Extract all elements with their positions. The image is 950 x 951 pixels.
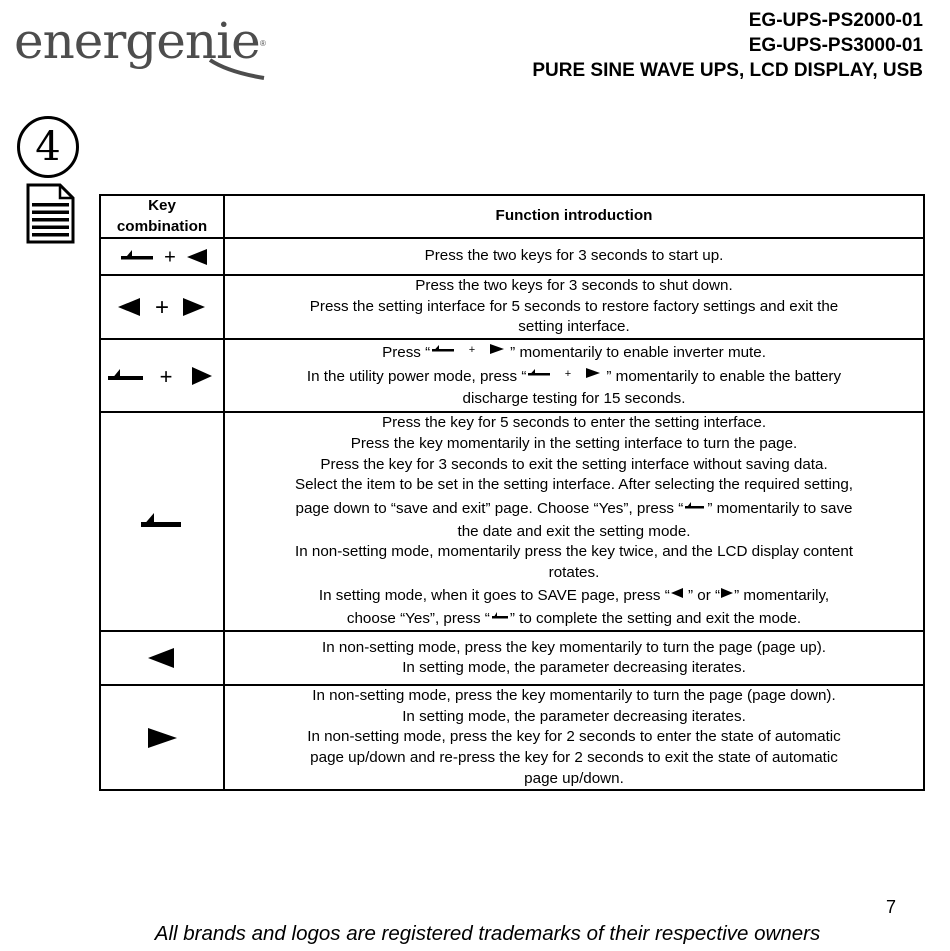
- key-enter: [100, 412, 224, 631]
- enter-inline-icon: [490, 611, 510, 621]
- table-row: [100, 412, 924, 631]
- enter-plus-right-inline-icon: [526, 367, 606, 379]
- logo-text: energenie: [14, 12, 260, 70]
- logo-reg-mark: ®: [260, 39, 266, 48]
- key-combo-enter-left: [100, 238, 224, 275]
- enter-plus-right-inline-icon: [430, 343, 510, 355]
- energenie-logo: [14, 8, 270, 82]
- header-function-introduction: Function introduction: [224, 195, 924, 238]
- page-number: 7: [885, 897, 896, 917]
- model-number-2: EG-UPS-PS3000-01: [748, 35, 923, 56]
- header-key-combination: Key combination: [100, 195, 224, 238]
- table-row: [100, 685, 924, 790]
- right-arrow-inline-icon: [720, 588, 734, 598]
- table-row: [100, 275, 924, 339]
- table-header-row: [100, 195, 924, 238]
- svg-text:+: +: [154, 294, 170, 321]
- table-row: [100, 238, 924, 275]
- enter-key-icon: [141, 513, 181, 527]
- function-cell: Press the two keys for 3 seconds to shut down. Press the setting interface for 5 seconds to restore factory settings and exit the setting interface.: [224, 275, 924, 339]
- key-left: [100, 631, 224, 685]
- document-icon: [26, 183, 76, 250]
- document-header: [532, 8, 923, 83]
- table-row: [100, 631, 924, 685]
- left-arrow-key-icon: [187, 249, 207, 265]
- svg-text:+: +: [159, 363, 173, 388]
- key-combo-enter-right: [100, 339, 224, 412]
- svg-text:+: +: [565, 368, 572, 380]
- function-cell: Press the two keys for 3 seconds to start up.: [224, 238, 924, 275]
- function-cell: Press “ + ” momentarily to enable inverter mute. In the utility power mode, press “ + ” momentarily to enable the battery discharge testing for 15 seconds.: [224, 339, 924, 412]
- table-row: [100, 339, 924, 412]
- left-arrow-key-icon: [118, 298, 140, 316]
- left-arrow-inline-icon: [670, 588, 684, 598]
- right-arrow-key-icon: [148, 728, 177, 748]
- svg-text:+: +: [164, 246, 176, 269]
- trademark-footer: All brands and logos are registered trademarks of their respective owners: [154, 922, 821, 945]
- enter-key-icon: [108, 369, 143, 380]
- left-arrow-key-icon: [148, 648, 174, 668]
- function-cell: Press the key for 5 seconds to enter the setting interface. Press the key momentarily in the setting interface to turn the page. Press the key for 3 seconds to exit the setting interface without saving data. Select the item to be set in the setting interface. After selecting the required setting, page down to “save and exit” page. Choose “Yes”, press “ ” momentarily to save the date and exit the setting mode. In non-setting mode, momentarily press the key twice, and the LCD display content rotates. In setting mode, when it goes to SAVE page, press “ ” or “ ” momentarily, choose “Yes”, press “ ” to complete the setting and exit the mode.: [224, 412, 924, 631]
- svg-text:+: +: [468, 344, 476, 356]
- product-subtitle: PURE SINE WAVE UPS, LCD DISPLAY, USB: [532, 60, 923, 81]
- key-right: [100, 685, 224, 790]
- enter-inline-icon: [683, 501, 707, 511]
- section-number-badge: 4: [17, 116, 79, 178]
- function-cell: In non-setting mode, press the key momentarily to turn the page (page down). In setting mode, the parameter decreasing iterates. In non-setting mode, press the key for 2 seconds to enter the state of automatic page up/down and re-press the key for 2 seconds to exit the state of automatic page up/down.: [224, 685, 924, 790]
- right-arrow-key-icon: [192, 367, 212, 385]
- key-combo-left-right: [100, 275, 224, 339]
- function-cell: In non-setting mode, press the key momentarily to turn the page (page up). In setting mode, the parameter decreasing iterates.: [224, 631, 924, 685]
- enter-key-icon: [121, 250, 153, 260]
- right-arrow-key-icon: [183, 298, 205, 316]
- model-number-1: EG-UPS-PS2000-01: [748, 10, 923, 31]
- key-function-table: [99, 194, 925, 791]
